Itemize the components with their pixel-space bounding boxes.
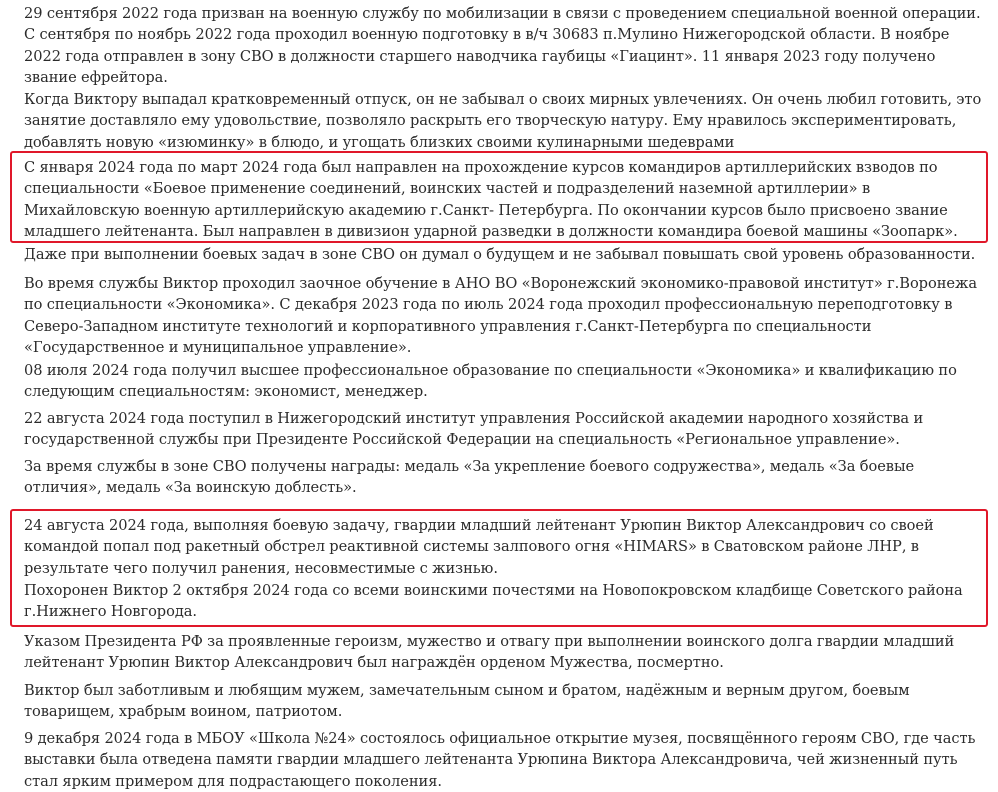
paragraph-order-of-courage: Указом Президента РФ за проявленные героизм, мужество и отвагу при выполнении воинского долга гвардии младший лейтенант Урюпин Виктор Александрович был награждён орденом Мужества, посмертно.	[24, 633, 955, 672]
paragraph-future-thoughts: Даже при выполнении боевых задач в зоне СВО он думал о будущем и не забывал повышать свой уровень образованности.	[24, 246, 976, 263]
highlight-box-death-burial	[10, 509, 988, 627]
paragraph-awards: За время службы в зоне СВО получены награды: медаль «За укрепление боевого содружества», медаль «За боевые отличия», медаль «За воинскую доблесть».	[24, 458, 915, 497]
paragraph-artillery-courses: С января 2024 года по март 2024 года был направлен на прохождение курсов командиров артиллерийских взводов по специальности «Боевое применение соединений, воинских частей и подразделений наземной артиллерии» в Михайловскую военную артиллерийскую академию г.Санкт- Петербурга. По окончании курсов было присвоено звание младшего лейтенанта. Был направлен в дивизион ударной разведки в должности командира боевой машины «Зоопарк».	[24, 159, 958, 240]
paragraph-ranepa: 22 августа 2024 года поступил в Нижегородский институт управления Российской академии народного хозяйства и государственной службы при Президенте Российской Федерации на специальность «Региональное управление».	[24, 410, 924, 449]
paragraph-character: Виктор был заботливым и любящим мужем, замечательным сыном и братом, надёжным и верным другом, боевым товарищем, храбрым воином, патриотом.	[24, 682, 910, 721]
highlight-box-artillery-courses	[10, 151, 988, 243]
paragraph-education: Во время службы Виктор проходил заочное обучение в АНО ВО «Воронежский экономико-правовой институт» г.Воронежа по специальности «Экономика». С декабря 2023 года по июль 2024 года проходил профессиональную переподготовку в Северо-Западном институте технологий и корпоративного управления г.Санкт-Петербурга по специальности «Государственное и муниципальное управление».	[24, 275, 978, 356]
paragraph-mobilization: 29 сентября 2022 года призван на военную службу по мобилизации в связи с проведением специальной военной операции. С сентября по ноябрь 2022 года проходил военную подготовку в в/ч 30683 п.Мулино Нижегородской области. В ноябре 2022 года отправлен в зону СВО в должности старшего наводчика гаубицы «Гиацинт». 11 января 2023 году получено звание ефрейтора.	[24, 5, 981, 86]
paragraph-museum: 9 декабря 2024 года в МБОУ «Школа №24» состоялось официальное открытие музея, посвящённого героям СВО, где часть выставки была отведена памяти гвардии младшего лейтенанта Урюпина Виктора Александровича, чей жизненный путь стал ярким примером для подрастающего поколения.	[24, 730, 976, 790]
paragraph-hobbies: Когда Виктору выпадал кратковременный отпуск, он не забывал о своих мирных увлечениях. Он очень любил готовить, это занятие доставляло ему удовольствие, позволяло раскрыть его творческую натуру. Ему нравилось экспериментировать, добавлять новую «изюминку» в блюдо, и угощать близких своими кулинарными шедеврами	[24, 91, 982, 151]
paragraph-burial: Похоронен Виктор 2 октября 2024 года со всеми воинскими почестями на Новопокровском кладбище Советского района г.Нижнего Новгорода.	[24, 582, 963, 621]
paragraph-death: 24 августа 2024 года, выполняя боевую задачу, гвардии младший лейтенант Урюпин Виктор Александрович со своей командой попал под ракетный обстрел реактивной системы залпового огня «HIMARS» в Сватовском районе ЛНР, в результате чего получил ранения, несовместимые с жизнью.	[24, 517, 934, 577]
paragraph-degree: 08 июля 2024 года получил высшее профессиональное образование по специальности «Экономика» и квалификацию по следующим специальностям: экономист, менеджер.	[24, 362, 957, 401]
